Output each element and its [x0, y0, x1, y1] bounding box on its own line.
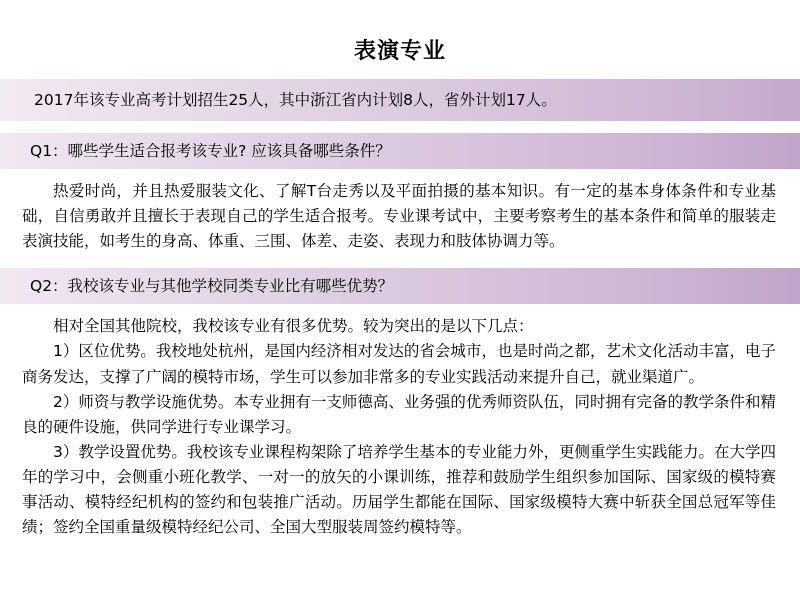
paragraph: 2）师资与教学设施优势。本专业拥有一支师德高、业务强的优秀师资队伍，同时拥有完备的教学条件和精良的硬件设施，供同学进行专业课学习。 — [22, 392, 776, 436]
paragraph: 相对全国其他院校，我校该专业有很多优势。较为突出的是以下几点： — [53, 317, 534, 336]
enrollment-plan-banner: 2017年该专业高考计划招生25人，其中浙江省内计划8人，省外计划17人。 — [0, 79, 800, 121]
paragraph: 1）区位优势。我校地处杭州，是国内经济相对发达的省会城市，也是时尚之都，艺术文化活动丰富，电子商务发达，支撑了广阔的模特市场，学生可以参加非常多的专业实践活动来提升自己，就业渠道广。 — [22, 342, 776, 386]
question-heading-2: Q2：我校该专业与其他学校同类专业比有哪些优势？ — [0, 268, 800, 304]
question-heading-1: Q1：哪些学生适合报考该专业? 应该具备哪些条件？ — [0, 133, 800, 169]
page-title: 表演专业 — [353, 39, 446, 64]
paragraph: 热爱时尚，并且热爱服装文化、了解T台走秀以及平面拍摄的基本知识。有一定的基本身体条件和专业基础，自信勇敢并且擅长于表现自己的学生适合报考。专业课考试中，主要考察考生的基本条件和简单的服装走表演技能，如考生的身高、体重、三围、体差、走姿、表现力和肢体协调力等。 — [22, 182, 776, 251]
answer-block-2 — [0, 314, 800, 540]
paragraph: 3）教学设置优势。我校该专业课程构架除了培养学生基本的专业能力外，更侧重学生实践能力。在大学四年的学习中，会侧重小班化教学、一对一的放矢的小课训练，推荐和鼓励学生组织参加国际、国家级的模特赛事活动、模特经纪机构的签约和包装推广活动。历届学生都能在国际、国家级模特大赛中斩获全国总冠军等佳绩；签约全国重量级模特经纪公司、全国大型服装周签约模特等。 — [22, 442, 776, 537]
answer-block-1 — [0, 179, 800, 254]
